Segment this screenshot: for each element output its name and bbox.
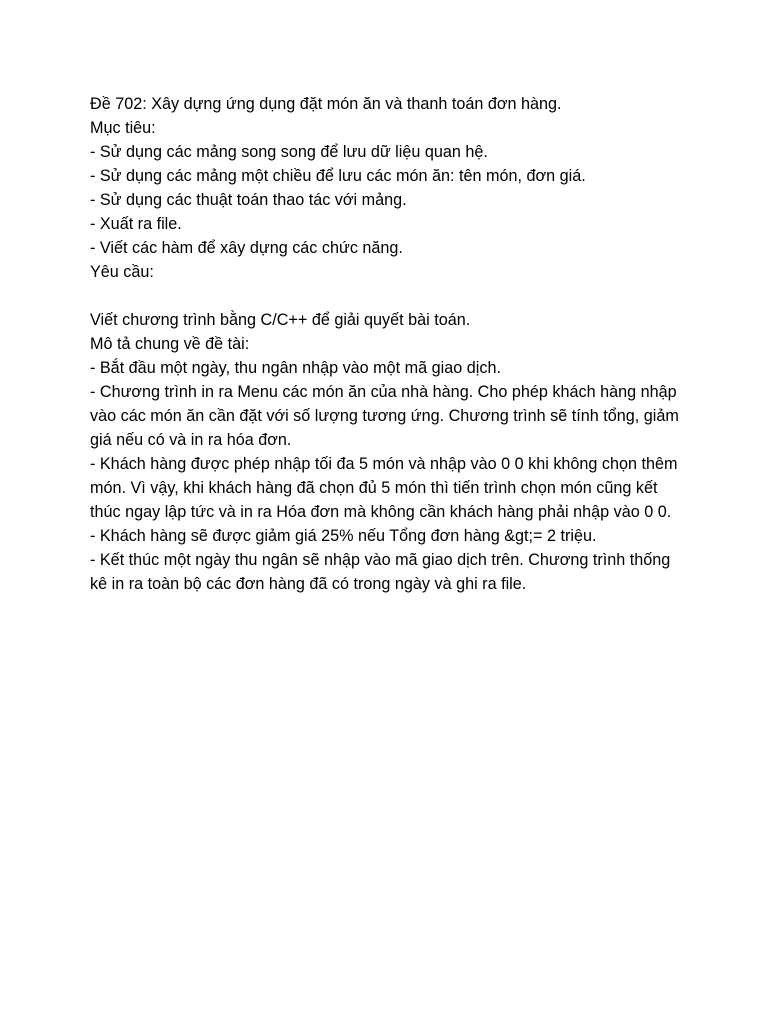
description-line: kê in ra toàn bộ các đơn hàng đã có trong ngày và ghi ra file. <box>90 575 527 593</box>
description-line: thúc ngay lập tức và in ra Hóa đơn mà không cần khách hàng phải nhập vào 0 0. <box>90 503 672 521</box>
description-line: giá nếu có và in ra hóa đơn. <box>90 431 292 449</box>
description-line: - Bắt đầu một ngày, thu ngân nhập vào một mã giao dịch. <box>90 359 501 377</box>
objective-item: - Viết các hàm để xây dựng các chức năng. <box>90 239 403 257</box>
requirement-text: Viết chương trình bằng C/C++ để giải quyết bài toán. <box>90 311 471 329</box>
document-title: Đề 702: Xây dựng ứng dụng đặt món ăn và thanh toán đơn hàng. <box>90 95 562 113</box>
description-line: - Chương trình in ra Menu các món ăn của nhà hàng. Cho phép khách hàng nhập <box>90 383 677 401</box>
document-body <box>90 92 690 596</box>
requirements-heading: Yêu cầu: <box>90 263 154 281</box>
description-heading: Mô tả chung về đề tài: <box>90 335 250 353</box>
objective-item: - Xuất ra file. <box>90 215 182 233</box>
description-line: - Khách hàng sẽ được giảm giá 25% nếu Tổng đơn hàng &gt;= 2 triệu. <box>90 527 597 545</box>
objective-item: - Sử dụng các thuật toán thao tác với mảng. <box>90 191 407 209</box>
description-line: - Kết thúc một ngày thu ngân sẽ nhập vào mã giao dịch trên. Chương trình thống <box>90 551 671 569</box>
objective-item: - Sử dụng các mảng một chiều để lưu các món ăn: tên món, đơn giá. <box>90 167 586 185</box>
description-line: - Khách hàng được phép nhập tối đa 5 món và nhập vào 0 0 khi không chọn thêm <box>90 455 678 473</box>
objective-item: - Sử dụng các mảng song song để lưu dữ liệu quan hệ. <box>90 143 488 161</box>
blank-line <box>90 284 690 308</box>
description-line: vào các món ăn cần đặt với số lượng tương ứng. Chương trình sẽ tính tổng, giảm <box>90 407 679 425</box>
objectives-heading: Mục tiêu: <box>90 119 156 137</box>
description-line: món. Vì vậy, khi khách hàng đã chọn đủ 5 món thì tiến trình chọn món cũng kết <box>90 479 658 497</box>
